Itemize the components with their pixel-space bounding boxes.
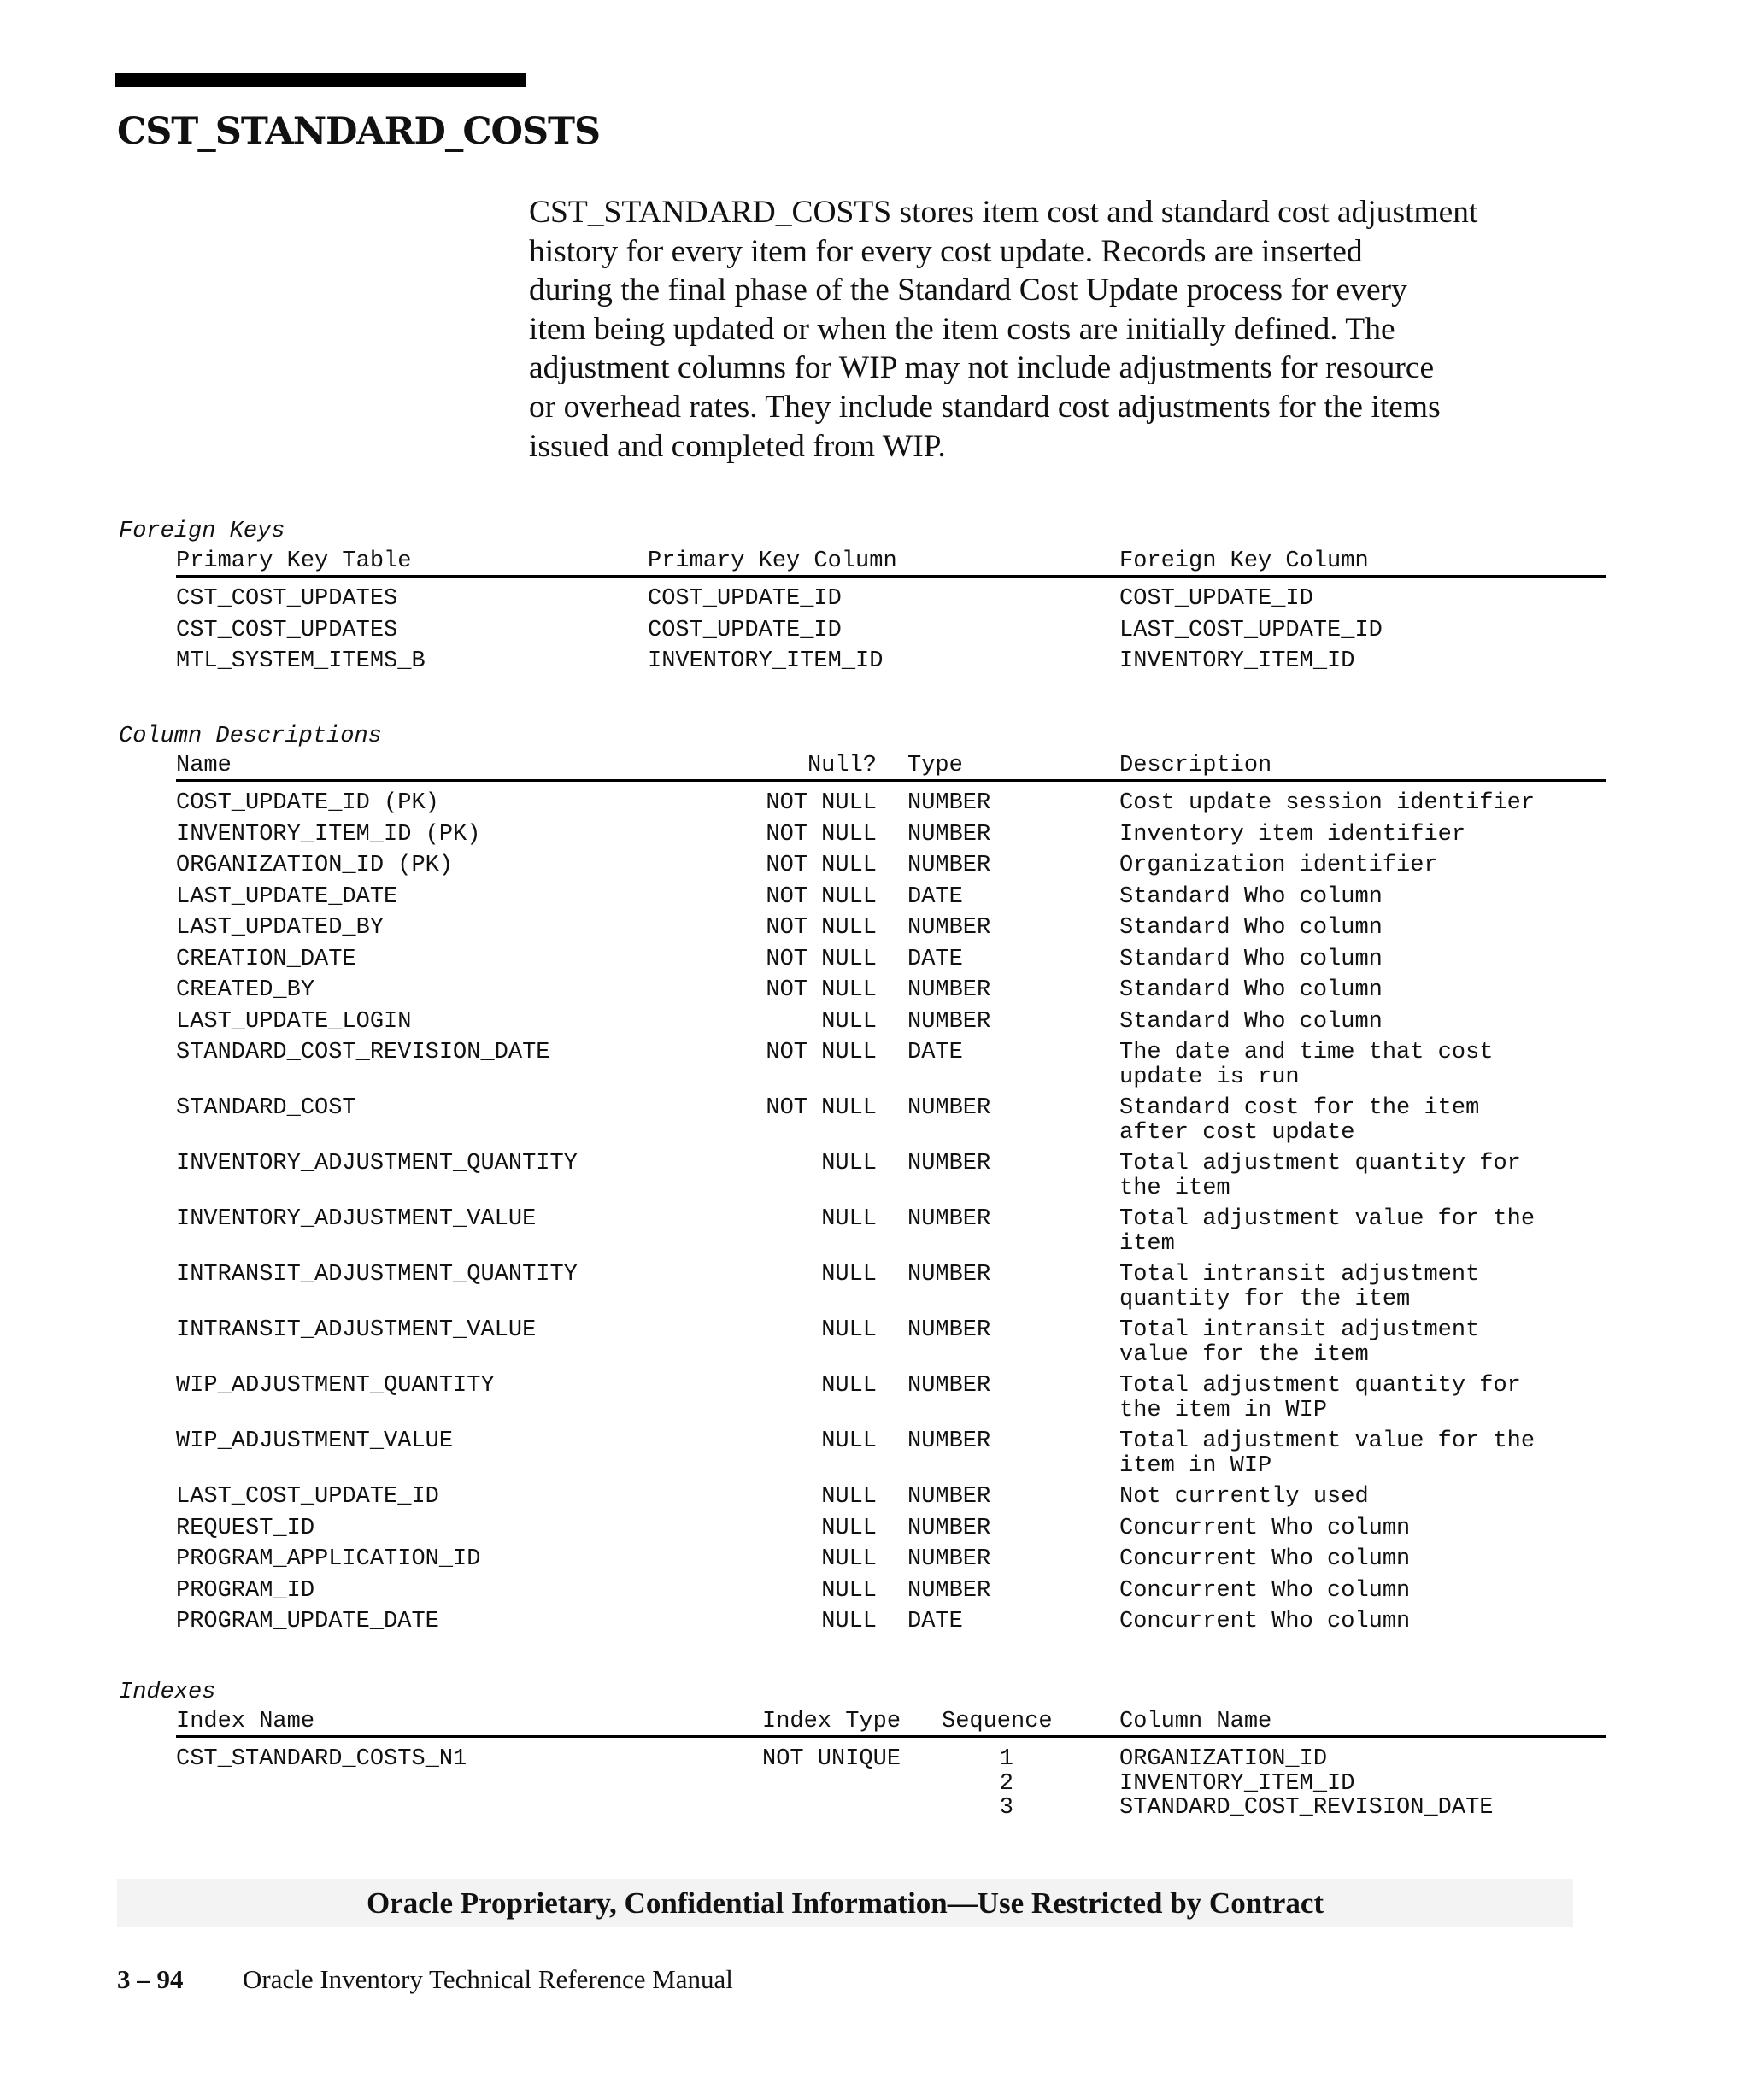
column-name-cell: LAST_COST_UPDATE_ID xyxy=(176,1484,439,1510)
indexes-table xyxy=(176,1710,1606,1821)
type-cell: DATE xyxy=(907,946,963,972)
type-cell: NUMBER xyxy=(907,1317,991,1343)
table-row xyxy=(176,1041,1606,1096)
description-cell: Concurrent Who column xyxy=(1119,1609,1411,1634)
column-name-cell: ORGANIZATION_ID xyxy=(1119,1746,1328,1772)
null-cell: NULL xyxy=(821,1577,877,1604)
page-number: 3 – 94 xyxy=(117,1964,184,1994)
description-cell: Organization identifier xyxy=(1119,853,1438,878)
type-cell: NUMBER xyxy=(907,1484,991,1510)
title-rule xyxy=(115,73,526,87)
description-cell: Concurrent Who column xyxy=(1119,1577,1411,1604)
type-cell: NUMBER xyxy=(907,1008,991,1035)
description-cell: Standard Who column xyxy=(1119,915,1383,941)
null-cell: NULL xyxy=(821,1151,877,1176)
sequence-cell: 1 xyxy=(999,1746,1013,1772)
foreign-key-column-cell: LAST_COST_UPDATE_ID xyxy=(1119,617,1383,643)
table-row xyxy=(176,1796,1606,1821)
sequence-cell: 2 xyxy=(999,1770,1013,1797)
column-name-cell: PROGRAM_UPDATE_DATE xyxy=(176,1609,439,1634)
null-cell: NULL xyxy=(821,1317,877,1343)
description-cell: Standard Who column xyxy=(1119,977,1383,1003)
null-cell: NOT NULL xyxy=(766,1040,877,1065)
header-type: Type xyxy=(907,753,963,778)
table-row xyxy=(176,853,1606,885)
column-name-cell: ORGANIZATION_ID (PK) xyxy=(176,853,454,878)
indexes-header xyxy=(176,1710,1606,1738)
description-cell: Standard Who column xyxy=(1119,1008,1383,1035)
description-line: adjustment columns for WIP may not include adjustments for resource xyxy=(529,350,1435,386)
description-cell: Not currently used xyxy=(1119,1484,1369,1510)
table-row xyxy=(176,1485,1606,1516)
type-cell: NUMBER xyxy=(907,1428,991,1454)
table-row xyxy=(176,947,1606,979)
table-row xyxy=(176,1152,1606,1207)
description-line: during the final phase of the Standard Cost Update process for every xyxy=(529,273,1407,308)
header-primary-key-table: Primary Key Table xyxy=(176,548,412,574)
description-cell: item in WIP xyxy=(1119,1453,1272,1479)
type-cell: NUMBER xyxy=(907,790,991,816)
null-cell: NULL xyxy=(821,1008,877,1035)
column-name-cell: LAST_UPDATED_BY xyxy=(176,915,385,941)
foreign-keys-body xyxy=(176,587,1606,681)
table-row xyxy=(176,1772,1606,1797)
null-cell: NOT NULL xyxy=(766,915,877,941)
description-cell: Total adjustment value for the xyxy=(1119,1206,1536,1232)
type-cell: NUMBER xyxy=(907,1151,991,1176)
primary-key-column-cell: INVENTORY_ITEM_ID xyxy=(648,648,884,674)
null-cell: NULL xyxy=(821,1428,877,1454)
confidential-notice: Oracle Proprietary, Confidential Information––Use Restricted by Contract xyxy=(366,1886,1324,1920)
type-cell: DATE xyxy=(907,883,963,910)
description-cell: after cost update xyxy=(1119,1120,1355,1146)
column-name-cell: STANDARD_COST_REVISION_DATE xyxy=(176,1040,550,1065)
type-cell: NUMBER xyxy=(907,1262,991,1288)
description-cell: value for the item xyxy=(1119,1342,1369,1368)
description-cell: item xyxy=(1119,1231,1175,1257)
table-row xyxy=(176,619,1606,650)
index-name-cell: CST_STANDARD_COSTS_N1 xyxy=(176,1746,467,1772)
column-name-cell: INVENTORY_ADJUSTMENT_VALUE xyxy=(176,1206,537,1232)
column-name-cell: STANDARD_COST xyxy=(176,1095,356,1121)
type-cell: NUMBER xyxy=(907,977,991,1003)
header-column-name: Column Name xyxy=(1119,1709,1272,1734)
column-name-cell: STANDARD_COST_REVISION_DATE xyxy=(1119,1795,1494,1821)
column-name-cell: INVENTORY_ITEM_ID (PK) xyxy=(176,821,481,848)
column-name-cell: REQUEST_ID xyxy=(176,1515,315,1541)
column-name-cell: INVENTORY_ITEM_ID xyxy=(1119,1770,1355,1797)
type-cell: DATE xyxy=(907,1609,963,1634)
column-name-cell: LAST_UPDATE_DATE xyxy=(176,883,398,910)
null-cell: NULL xyxy=(821,1373,877,1399)
description-line: issued and completed from WIP. xyxy=(529,428,946,464)
header-index-name: Index Name xyxy=(176,1709,315,1734)
header-foreign-key-column: Foreign Key Column xyxy=(1119,548,1369,574)
table-row xyxy=(176,1096,1606,1152)
foreign-keys-label: Foreign Keys xyxy=(119,519,285,544)
header-index-type: Index Type xyxy=(762,1709,901,1734)
primary-key-column-cell: COST_UPDATE_ID xyxy=(648,617,842,643)
description-cell: Concurrent Who column xyxy=(1119,1546,1411,1572)
type-cell: NUMBER xyxy=(907,915,991,941)
table-row xyxy=(176,1610,1606,1641)
column-name-cell: INTRANSIT_ADJUSTMENT_QUANTITY xyxy=(176,1262,578,1288)
foreign-keys-table xyxy=(176,549,1606,681)
table-row xyxy=(176,1010,1606,1041)
description-cell: Total adjustment quantity for xyxy=(1119,1151,1521,1176)
description-cell: Cost update session identifier xyxy=(1119,790,1536,816)
table-row xyxy=(176,916,1606,947)
type-cell: NUMBER xyxy=(907,821,991,848)
primary-key-table-cell: CST_COST_UPDATES xyxy=(176,586,398,612)
description-line: item being updated or when the item costs are initially defined. The xyxy=(529,311,1395,347)
table-row xyxy=(176,1374,1606,1429)
table-row xyxy=(176,1516,1606,1548)
header-primary-key-column: Primary Key Column xyxy=(648,548,897,574)
table-row xyxy=(176,885,1606,917)
header-name: Name xyxy=(176,753,232,778)
null-cell: NOT NULL xyxy=(766,946,877,972)
description-cell: The date and time that cost xyxy=(1119,1040,1494,1065)
column-descriptions-table xyxy=(176,754,1606,1641)
table-row xyxy=(176,649,1606,681)
null-cell: NULL xyxy=(821,1515,877,1541)
column-name-cell: PROGRAM_APPLICATION_ID xyxy=(176,1546,481,1572)
table-row xyxy=(176,587,1606,619)
header-null: Null? xyxy=(807,753,877,778)
foreign-key-column-cell: COST_UPDATE_ID xyxy=(1119,586,1313,612)
column-name-cell: INTRANSIT_ADJUSTMENT_VALUE xyxy=(176,1317,537,1343)
table-row xyxy=(176,1318,1606,1374)
description-cell: Total adjustment value for the xyxy=(1119,1428,1536,1454)
description-cell: update is run xyxy=(1119,1065,1300,1090)
null-cell: NOT NULL xyxy=(766,853,877,878)
table-row xyxy=(176,1207,1606,1263)
description-line: CST_STANDARD_COSTS stores item cost and standard cost adjustment xyxy=(529,195,1478,230)
manual-title: Oracle Inventory Technical Reference Manual xyxy=(243,1964,733,1994)
null-cell: NULL xyxy=(821,1546,877,1572)
table-row xyxy=(176,823,1606,854)
type-cell: NUMBER xyxy=(907,1515,991,1541)
primary-key-column-cell: COST_UPDATE_ID xyxy=(648,586,842,612)
column-descriptions-label: Column Descriptions xyxy=(119,724,382,749)
null-cell: NULL xyxy=(821,1609,877,1634)
header-sequence: Sequence xyxy=(942,1709,1053,1734)
column-name-cell: COST_UPDATE_ID (PK) xyxy=(176,790,439,816)
table-row xyxy=(176,978,1606,1010)
foreign-key-column-cell: INVENTORY_ITEM_ID xyxy=(1119,648,1355,674)
foreign-keys-header xyxy=(176,549,1606,578)
null-cell: NULL xyxy=(821,1484,877,1510)
column-name-cell: WIP_ADJUSTMENT_QUANTITY xyxy=(176,1373,495,1399)
column-name-cell: WIP_ADJUSTMENT_VALUE xyxy=(176,1428,454,1454)
column-descriptions-header xyxy=(176,754,1606,782)
table-row xyxy=(176,1547,1606,1579)
table-row xyxy=(176,791,1606,823)
description-cell: Concurrent Who column xyxy=(1119,1515,1411,1541)
null-cell: NULL xyxy=(821,1206,877,1232)
description-cell: Standard Who column xyxy=(1119,883,1383,910)
primary-key-table-cell: MTL_SYSTEM_ITEMS_B xyxy=(176,648,426,674)
null-cell: NOT NULL xyxy=(766,821,877,848)
null-cell: NOT NULL xyxy=(766,977,877,1003)
description-cell: Total intransit adjustment xyxy=(1119,1317,1480,1343)
column-name-cell: PROGRAM_ID xyxy=(176,1577,315,1604)
null-cell: NULL xyxy=(821,1262,877,1288)
column-name-cell: CREATED_BY xyxy=(176,977,315,1003)
header-description: Description xyxy=(1119,753,1272,778)
type-cell: NUMBER xyxy=(907,1373,991,1399)
description-line: history for every item for every cost update. Records are inserted xyxy=(529,233,1363,269)
type-cell: NUMBER xyxy=(907,853,991,878)
page-title: CST_STANDARD_COSTS xyxy=(117,110,601,153)
indexes-label: Indexes xyxy=(119,1680,216,1705)
column-name-cell: INVENTORY_ADJUSTMENT_QUANTITY xyxy=(176,1151,578,1176)
description-cell: the item in WIP xyxy=(1119,1398,1328,1423)
table-row xyxy=(176,1579,1606,1610)
type-cell: NUMBER xyxy=(907,1577,991,1604)
table-row xyxy=(176,1263,1606,1318)
description-cell: Inventory item identifier xyxy=(1119,821,1466,848)
column-name-cell: LAST_UPDATE_LOGIN xyxy=(176,1008,412,1035)
description-line: or overhead rates. They include standard cost adjustments for the items xyxy=(529,389,1441,425)
index-type-cell: NOT UNIQUE xyxy=(762,1746,901,1772)
column-descriptions-body xyxy=(176,791,1606,1641)
table-description xyxy=(529,193,1606,466)
description-cell: Standard cost for the item xyxy=(1119,1095,1480,1121)
description-cell: Total intransit adjustment xyxy=(1119,1262,1480,1288)
description-cell: quantity for the item xyxy=(1119,1287,1411,1312)
type-cell: NUMBER xyxy=(907,1095,991,1121)
null-cell: NOT NULL xyxy=(766,790,877,816)
sequence-cell: 3 xyxy=(999,1795,1013,1821)
column-name-cell: CREATION_DATE xyxy=(176,946,356,972)
null-cell: NOT NULL xyxy=(766,883,877,910)
indexes-body xyxy=(176,1747,1606,1821)
null-cell: NOT NULL xyxy=(766,1095,877,1121)
type-cell: NUMBER xyxy=(907,1206,991,1232)
table-row xyxy=(176,1429,1606,1485)
description-cell: Standard Who column xyxy=(1119,946,1383,972)
table-row xyxy=(176,1747,1606,1772)
primary-key-table-cell: CST_COST_UPDATES xyxy=(176,617,398,643)
description-cell: the item xyxy=(1119,1176,1230,1201)
type-cell: NUMBER xyxy=(907,1546,991,1572)
type-cell: DATE xyxy=(907,1040,963,1065)
description-cell: Total adjustment quantity for xyxy=(1119,1373,1521,1399)
